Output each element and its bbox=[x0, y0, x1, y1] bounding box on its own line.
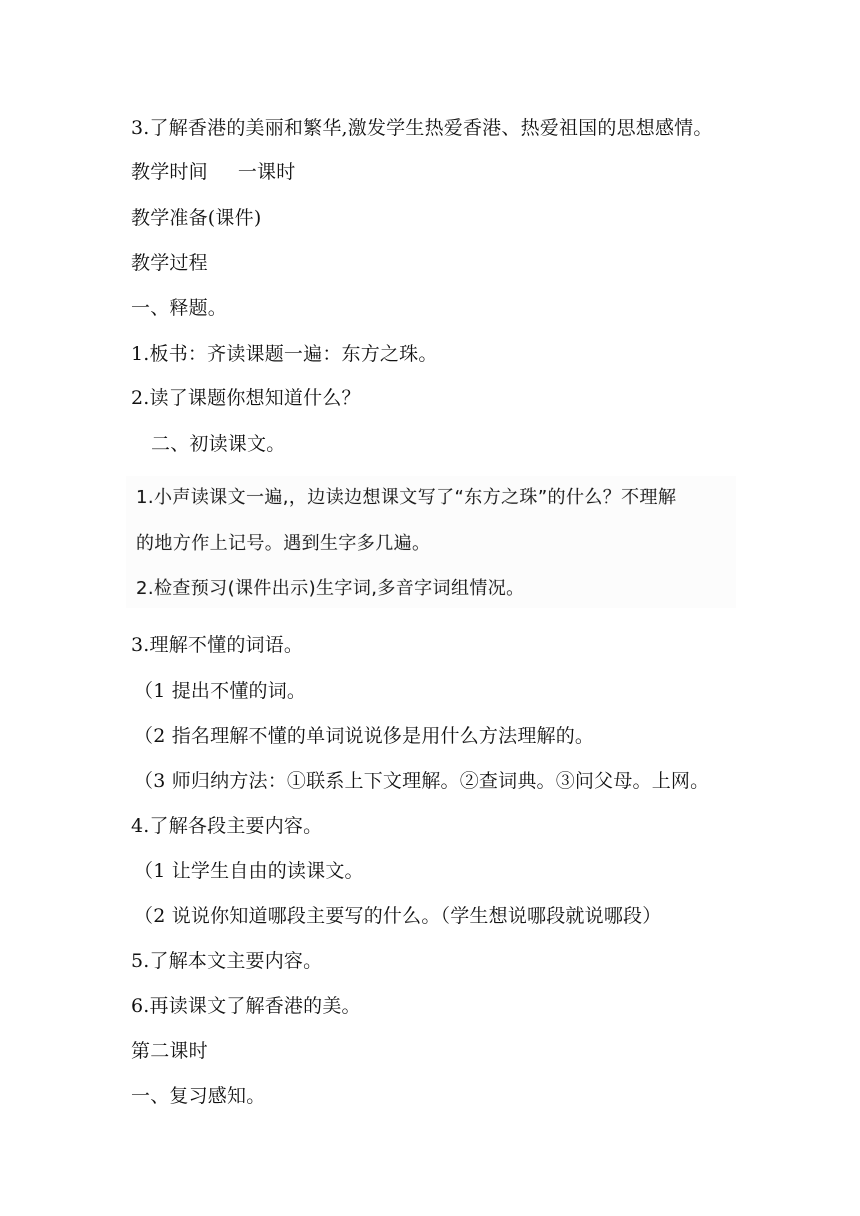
section-heading-review: 一、复习感知。 bbox=[131, 1085, 266, 1107]
lesson-two-heading: 第二课时 bbox=[131, 1040, 208, 1062]
list-item: （2 说说你知道哪段主要写的什么。（学生想说哪段就说哪段） bbox=[134, 905, 662, 927]
list-item: 6.再读课文了解香港的美。 bbox=[131, 995, 361, 1017]
section-heading-first-reading: 二、初读课文。 bbox=[151, 433, 286, 455]
list-item: 3.理解不懂的词语。 bbox=[131, 634, 304, 656]
list-item: 1.小声读课文一遍,，边读边想课文写了“东方之珠”的什么？不理解 bbox=[136, 487, 677, 508]
teaching-time-label: 教学时间 bbox=[131, 161, 208, 183]
list-item: 2.读了课题你想知道什么？ bbox=[131, 387, 361, 409]
list-item: 2.检查预习(课件出示)生字词,多音字词组情况。 bbox=[136, 578, 525, 599]
list-item: 1.板书：齐读课题一遍：东方之珠。 bbox=[131, 343, 438, 365]
teaching-preparation: 教学准备(课件) bbox=[131, 207, 262, 229]
list-item: 的地方作上记号。遇到生字多几遍。 bbox=[136, 533, 431, 554]
section-heading-explain-title: 一、释题。 bbox=[131, 297, 228, 319]
teaching-time-value: 一课时 bbox=[237, 161, 296, 183]
list-item: （1 让学生自由的读课文。 bbox=[134, 860, 364, 882]
list-item: 5.了解本文主要内容。 bbox=[131, 950, 323, 972]
teaching-time bbox=[131, 160, 295, 184]
teaching-process-heading: 教学过程 bbox=[131, 252, 208, 274]
goal-item-3: 3.了解香港的美丽和繁华,激发学生热爱香港、热爱祖国的思想感情。 bbox=[131, 117, 713, 139]
list-item: （2 指名理解不懂的单词说说侈是用什么方法理解的。 bbox=[134, 725, 595, 747]
list-item: （3 师归纳方法：①联系上下文理解。②查词典。③问父母。上网。 bbox=[134, 770, 710, 792]
list-item: （1 提出不懂的词。 bbox=[134, 680, 307, 702]
list-item: 4.了解各段主要内容。 bbox=[131, 815, 323, 837]
